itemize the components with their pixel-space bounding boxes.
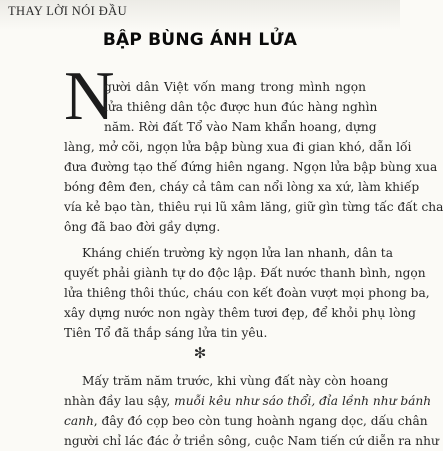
paragraph1-line: gười dân Việt vốn mang trong mình ngọn [104,80,366,94]
paragraph3-italic-text: canh [64,414,94,428]
paragraph3-line [64,391,432,411]
paragraph1-line: bóng đêm đen, cháy cả tâm can nổi lòng xa xứ, làm khiếp [64,180,420,194]
paragraph3-line: người chỉ lác đác ở triền sông, cuộc Nam tiến cứ diễn ra như [64,434,439,448]
chapter-title: BẬP BÙNG ÁNH LỬA [102,30,298,50]
paragraph3-text: , đây đó cọp beo còn tung hoành ngang dọc, dấu chân [93,414,428,428]
paragraph3-line [64,411,428,431]
paragraph1-line: vía kẻ bạo tàn, thiêu rụi lũ xâm lăng, giữ gìn từng tấc đất cha [64,200,443,214]
running-header: THAY LỜI NÓI ĐẦU [8,4,128,18]
paragraph2-line: xây dựng nước non ngày thêm tươi đẹp, để khỏi phụ lòng [64,306,416,320]
paragraph2-line: lửa thiêng thôi thúc, cháu con kết đoàn vượt mọi phong ba, [64,286,430,300]
paragraph1-line: lửa thiêng dân tộc được hun đúc hàng nghìn [104,100,378,114]
drop-cap: N [64,58,115,135]
paragraph3-line: Mấy trăm năm trước, khi vùng đất này còn hoang [82,374,389,388]
paragraph2-line: Tiên Tổ đã thắp sáng lửa tin yêu. [64,326,268,340]
paragraph1-line: đưa đường tạo thế đứng hiên ngang. Ngọn lửa bập bùng xua [64,160,438,174]
paragraph1-line: ông đã bao đời gầy dựng. [64,220,221,234]
paragraph2-line: quyết phải giành tự do độc lập. Đất nước thanh bình, ngọn [64,266,426,280]
section-separator-icon: ✻ [193,344,207,362]
paragraph3-text: nhàn đầy lau sậy, [64,394,175,408]
paragraph3-italic-text: muỗi kêu như sáo thổi, đỉa lềnh như bánh [174,394,432,408]
paragraph1-line: làng, mở cõi, ngọn lửa bập bùng xua đi gian khó, dẫn lối [64,140,412,154]
paragraph1-line: năm. Rời đất Tổ vào Nam khẩn hoang, dựng [104,120,377,134]
paragraph2-line: Kháng chiến trường kỳ ngọn lửa lan nhanh, dân ta [82,246,393,260]
